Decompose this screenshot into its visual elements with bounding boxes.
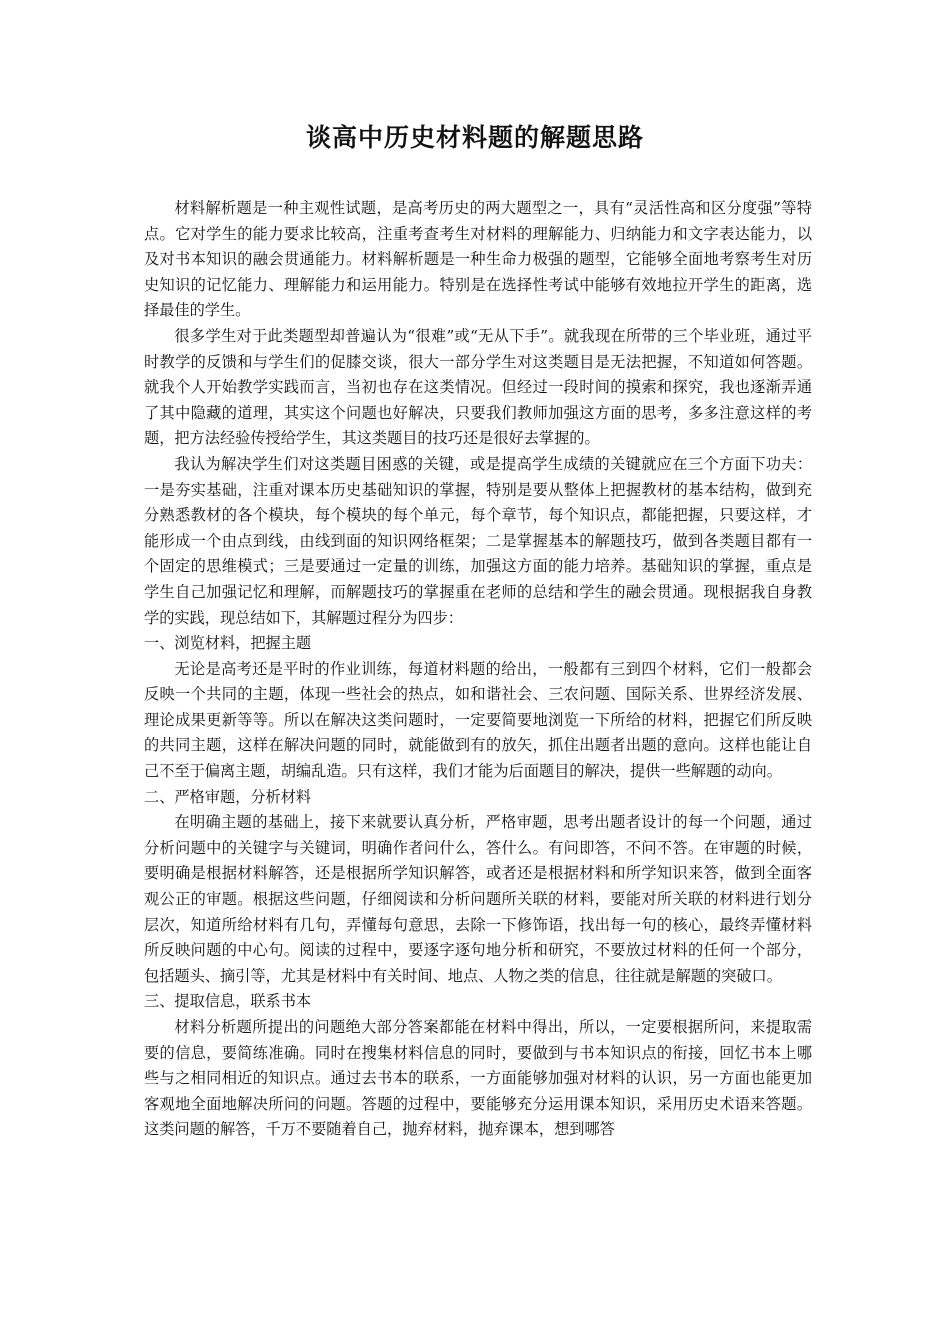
intro-paragraph-3: 我认为解决学生们对这类题目困惑的关键，或是提高学生成绩的关键就应在三个方面下功夫：一是夯实基础，注重对课本历史基础知识的掌握，特别是要从整体上把握教材的基本结构，做到充分熟悉教材的各个模块，每个模块的每个单元，每个章节，每个知识点，都能把握，只要这样，才能形成一个由点到线，由线到面的知识网络框架；二是掌握基本的解题技巧，做到各类题目都有一个固定的思维模式；三是要通过一定量的训练，加强这方面的能力培养。基础知识的掌握，重点是学生自己加强记忆和理解，而解题技巧的掌握重在老师的总结和学生的融会贯通。现根据我自身教学的实践，现总结如下，其解题过程分为四步： [144, 454, 812, 627]
intro-paragraph-1: 材料解析题是一种主观性试题，是高考历史的两大题型之一，具有“灵活性高和区分度强”等特点。它对学生的能力要求比较高，注重考查考生对材料的理解能力、归纳能力和文字表达能力，以及对书本知识的融会贯通能力。材料解析题是一种生命力极强的题型，它能够全面地考察考生对历史知识的记忆能力、理解能力和运用能力。特别是在选择性考试中能够有效地拉开学生的距离，选择最佳的学生。 [144, 199, 812, 320]
section-heading-2: 二、严格审题，分析材料 [144, 787, 312, 806]
document-title: 谈高中历史材料题的解题思路 [305, 123, 644, 152]
section-paragraph-1: 无论是高考还是平时的作业训练，每道材料题的给出，一般都有三到四个材料，它们一般都会反映一个共同的主题，体现一些社会的热点，如和谐社会、三农问题、国际关系、世界经济发展、理论成果更新等等。所以在解决这类问题时，一定要简要地浏览一下所给的材料，把握它们所反映的共同主题，这样在解决问题的同时，就能做到有的放矢，抓住出题者出题的意向。这样也能让自己不至于偏离主题，胡编乱造。只有这样，我们才能为后面题目的解决，提供一些解题的动向。 [144, 659, 812, 781]
document-body [144, 196, 812, 1143]
intro-paragraph-2: 很多学生对于此类题型却普遍认为“很难”或“无从下手”。就我现在所带的三个毕业班，通过平时教学的反馈和与学生们的促膝交谈，很大一部分学生对这类题目是无法把握，不知道如何答题。就我个人开始教学实践而言，当初也存在这类情况。但经过一段时间的摸索和探究，我也逐渐弄通了其中隐藏的道理，其实这个问题也好解决，只要我们教师加强这方面的思考，多多注意这样的考题，把方法经验传授给学生，其这类题目的技巧还是很好去掌握的。 [144, 326, 812, 448]
section-paragraph-2: 在明确主题的基础上，接下来就要认真分析，严格审题，思考出题者设计的每一个问题，通过分析问题中的关键字与关键词，明确作者问什么，答什么。有问即答，不问不答。在审题的时候，要明确是根据材料解答，还是根据所学知识解答，或者还是根据材料和所学知识来答，做到全面客观公正的审题。根据这些问题，仔细阅读和分析问题所关联的材料，要能对所关联的材料进行划分层次，知道所给材料有几句，弄懂每句意思，去除一下修饰语，找出每一句的核心，最终弄懂材料所反映问题的中心句。阅读的过程中，要逐字逐句地分析和研究，不要放过材料的任何一个部分，包括题头、摘引等，尤其是材料中有关时间、地点、人物之类的信息，往往就是解题的突破口。 [144, 813, 812, 985]
section-heading-1: 一、浏览材料，把握主题 [144, 634, 312, 653]
section-paragraph-3: 材料分析题所提出的问题绝大部分答案都能在材料中得出，所以，一定要根据所问，来提取需要的信息，要简练准确。同时在搜集材料信息的同时，要做到与书本知识点的衔接，回忆书本上哪些与之相同相近的知识点。通过去书本的联系，一方面能够加强对材料的认识，另一方面也能更加客观地全面地解决所问的问题。答题的过程中，要能够充分运用课本知识，采用历史术语来答题。这类问题的解答，千万不要随着自己，抛弃材料，抛弃课本，想到哪答 [144, 1018, 812, 1139]
section-heading-3: 三、提取信息，联系书本 [144, 992, 312, 1011]
